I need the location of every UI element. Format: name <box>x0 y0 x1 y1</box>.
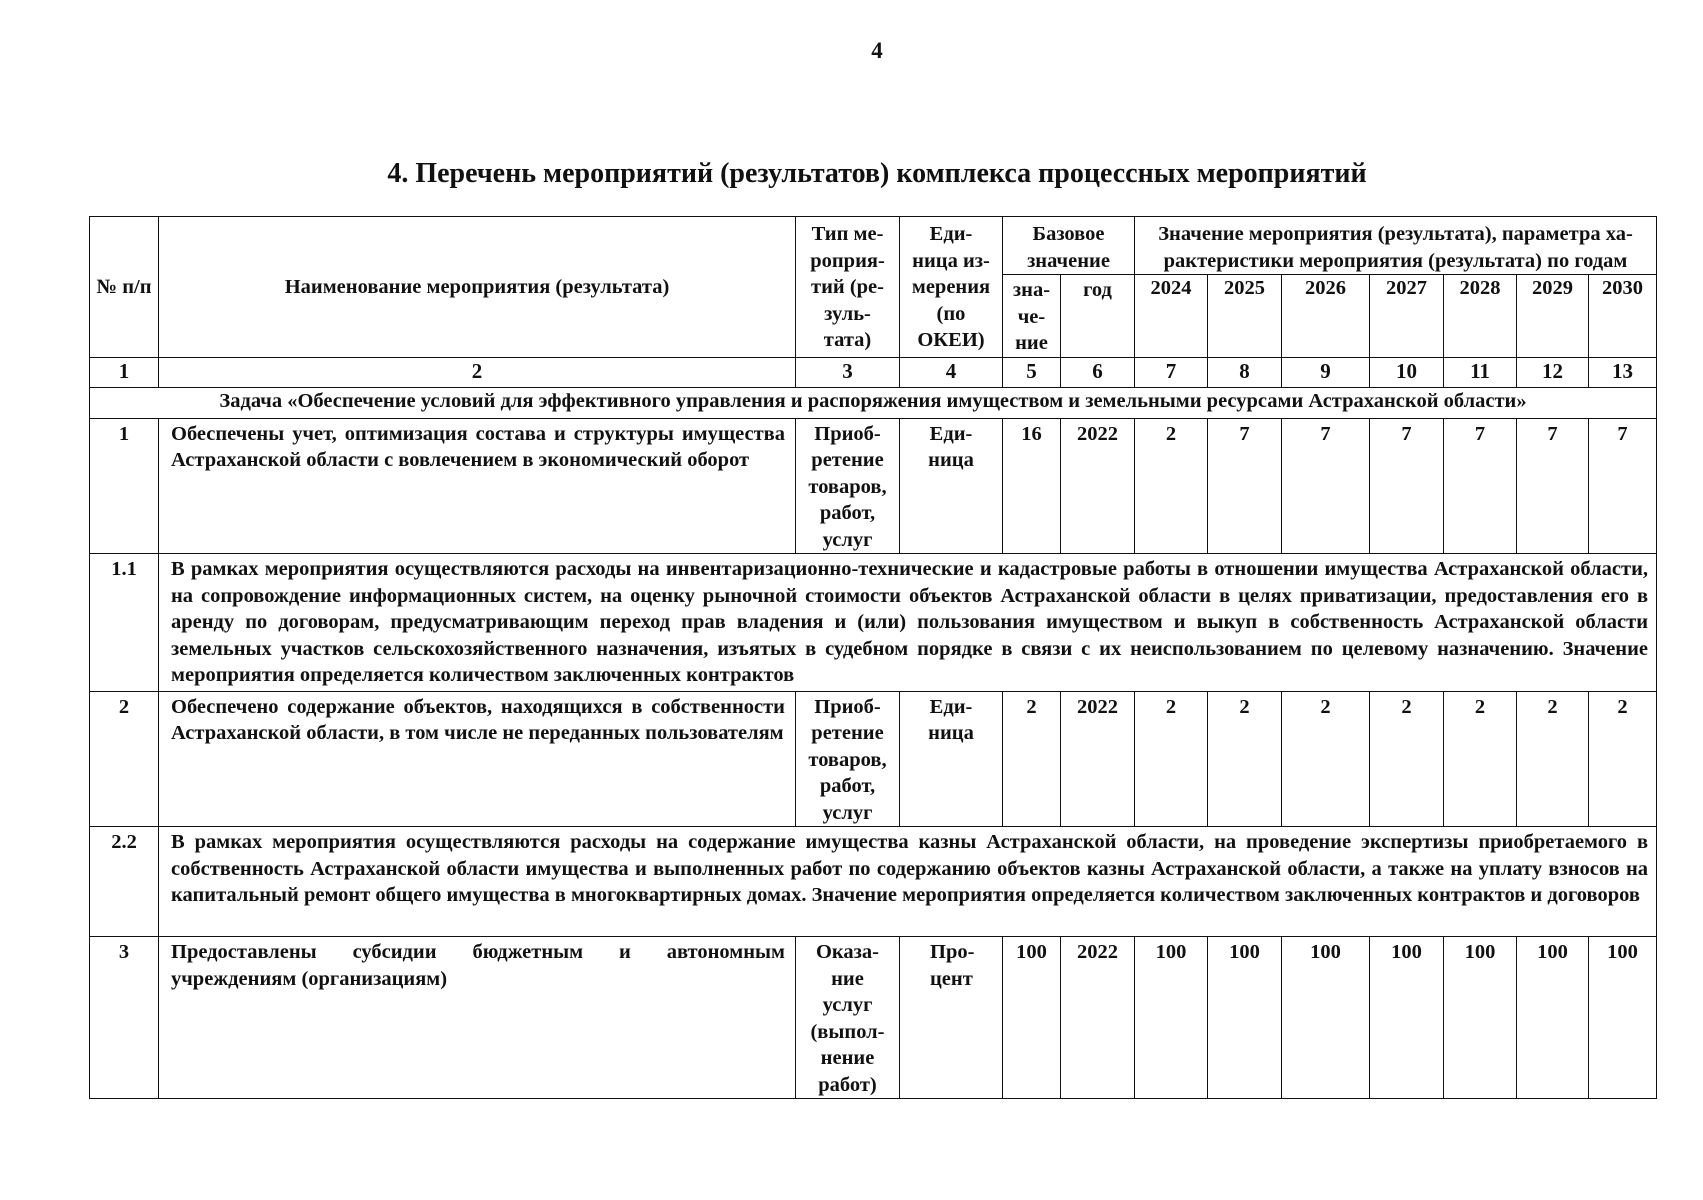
activity-name: Обеспечено содержание объектов, находящихся в собственности Астраханской области, в том числе не переданных пользователям <box>159 691 796 827</box>
year-value: 100 <box>1370 937 1444 1099</box>
base-year: 2022 <box>1061 418 1135 554</box>
header-row <box>90 217 1657 275</box>
activity-type: Приоб-ретение товаров, работ, услуг <box>796 418 900 554</box>
base-year: 2022 <box>1061 937 1135 1099</box>
year-value: 100 <box>1135 937 1208 1099</box>
year-value: 2 <box>1135 418 1208 554</box>
row-number: 2.2 <box>90 827 159 937</box>
row-number: 1 <box>90 418 159 554</box>
year-value: 2 <box>1135 691 1208 827</box>
base-value: 16 <box>1003 418 1061 554</box>
description-row <box>90 554 1657 692</box>
column-number: 11 <box>1444 357 1517 387</box>
activity-description: В рамках мероприятия осуществляются расходы на инвентаризационно-технические и кадастровые работы в отношении имущества Астраханской области, на сопровождение информационных систем, на оценку рыночной стоимости объектов Астраханской области в целях приватизации, предоставления его в аренду по договорам, предусматривающим переход прав владения и (или) пользования имуществом и выкуп в собственность Астраханской области земельных участков сельскохозяйственного назначения, изъятых в судебном порядке в связи с их неиспользованием по целевому назначению. Значение мероприятия определяется количеством заключенных контрактов <box>159 554 1657 692</box>
row-number: 1.1 <box>90 554 159 692</box>
header-year: 2030 <box>1589 275 1657 358</box>
year-value: 100 <box>1444 937 1517 1099</box>
header-year: 2029 <box>1517 275 1589 358</box>
column-number: 3 <box>796 357 900 387</box>
year-value: 7 <box>1282 418 1370 554</box>
header-year: 2026 <box>1282 275 1370 358</box>
year-value: 2 <box>1444 691 1517 827</box>
column-number: 8 <box>1208 357 1282 387</box>
header-unit: Еди-ница из-мерения (по ОКЕИ) <box>900 217 1003 358</box>
year-value: 2 <box>1208 691 1282 827</box>
header-type: Тип ме-роприя-тий (ре-зуль-тата) <box>796 217 900 358</box>
column-number: 9 <box>1282 357 1370 387</box>
year-value: 2 <box>1370 691 1444 827</box>
task-row <box>90 387 1657 418</box>
header-base: Базовое значение <box>1003 217 1135 275</box>
header-year: 2025 <box>1208 275 1282 358</box>
year-value: 100 <box>1208 937 1282 1099</box>
year-value: 2 <box>1589 691 1657 827</box>
activity-unit: Еди-ница <box>900 418 1003 554</box>
column-number: 10 <box>1370 357 1444 387</box>
activity-type: Оказа-ние услуг (выпол-нение работ) <box>796 937 900 1099</box>
table-row <box>90 937 1657 1099</box>
column-number: 2 <box>159 357 796 387</box>
task-text: Задача «Обеспечение условий для эффективного управления и распоряжения имуществом и земельными ресурсами Астраханской области» <box>90 387 1657 418</box>
base-value: 100 <box>1003 937 1061 1099</box>
row-number: 2 <box>90 691 159 827</box>
year-value: 7 <box>1517 418 1589 554</box>
page-number: 4 <box>871 38 883 63</box>
column-number: 13 <box>1589 357 1657 387</box>
header-values: Значение мероприятия (результата), параметра ха-рактеристики мероприятия (результата) по годам <box>1135 217 1657 275</box>
table-row <box>90 691 1657 827</box>
activities-table <box>89 216 1657 1099</box>
year-value: 2 <box>1517 691 1589 827</box>
activity-type: Приоб-ретение товаров, работ, услуг <box>796 691 900 827</box>
header-name: Наименование мероприятия (результата) <box>159 217 796 358</box>
activity-name: Предоставлены субсидии бюджетным и автономным учреждениям (организациям) <box>159 937 796 1099</box>
activity-name: Обеспечены учет, оптимизация состава и структуры имущества Астраханской области с вовлечением в экономический оборот <box>159 418 796 554</box>
base-value: 2 <box>1003 691 1061 827</box>
column-number: 7 <box>1135 357 1208 387</box>
column-number-row <box>90 357 1657 387</box>
column-number: 4 <box>900 357 1003 387</box>
header-no: № п/п <box>90 217 159 358</box>
year-value: 100 <box>1282 937 1370 1099</box>
year-value: 100 <box>1589 937 1657 1099</box>
activity-unit: Про-цент <box>900 937 1003 1099</box>
description-row <box>90 827 1657 937</box>
base-year: 2022 <box>1061 691 1135 827</box>
row-number: 3 <box>90 937 159 1099</box>
column-number: 6 <box>1061 357 1135 387</box>
year-value: 7 <box>1444 418 1517 554</box>
header-base-year: год <box>1061 275 1135 358</box>
column-number: 1 <box>90 357 159 387</box>
header-base-value: зна-че-ние <box>1003 275 1061 358</box>
column-number: 5 <box>1003 357 1061 387</box>
year-value: 2 <box>1282 691 1370 827</box>
table-row <box>90 418 1657 554</box>
year-value: 7 <box>1208 418 1282 554</box>
document-title: 4. Перечень мероприятий (результатов) комплекса процессных мероприятий <box>387 158 1367 189</box>
activity-description: В рамках мероприятия осуществляются расходы на содержание имущества казны Астраханской области, на проведение экспертизы приобретаемого в собственность Астраханской области имущества и выполненных работ по содержанию объектов казны Астраханской области, а также на уплату взносов на капитальный ремонт общего имущества в многоквартирных домах. Значение мероприятия определяется количеством заключенных контрактов и договоров <box>159 827 1657 937</box>
column-number: 12 <box>1517 357 1589 387</box>
year-value: 7 <box>1589 418 1657 554</box>
year-value: 100 <box>1517 937 1589 1099</box>
year-value: 7 <box>1370 418 1444 554</box>
header-year: 2024 <box>1135 275 1208 358</box>
header-year: 2028 <box>1444 275 1517 358</box>
activity-unit: Еди-ница <box>900 691 1003 827</box>
header-year: 2027 <box>1370 275 1444 358</box>
